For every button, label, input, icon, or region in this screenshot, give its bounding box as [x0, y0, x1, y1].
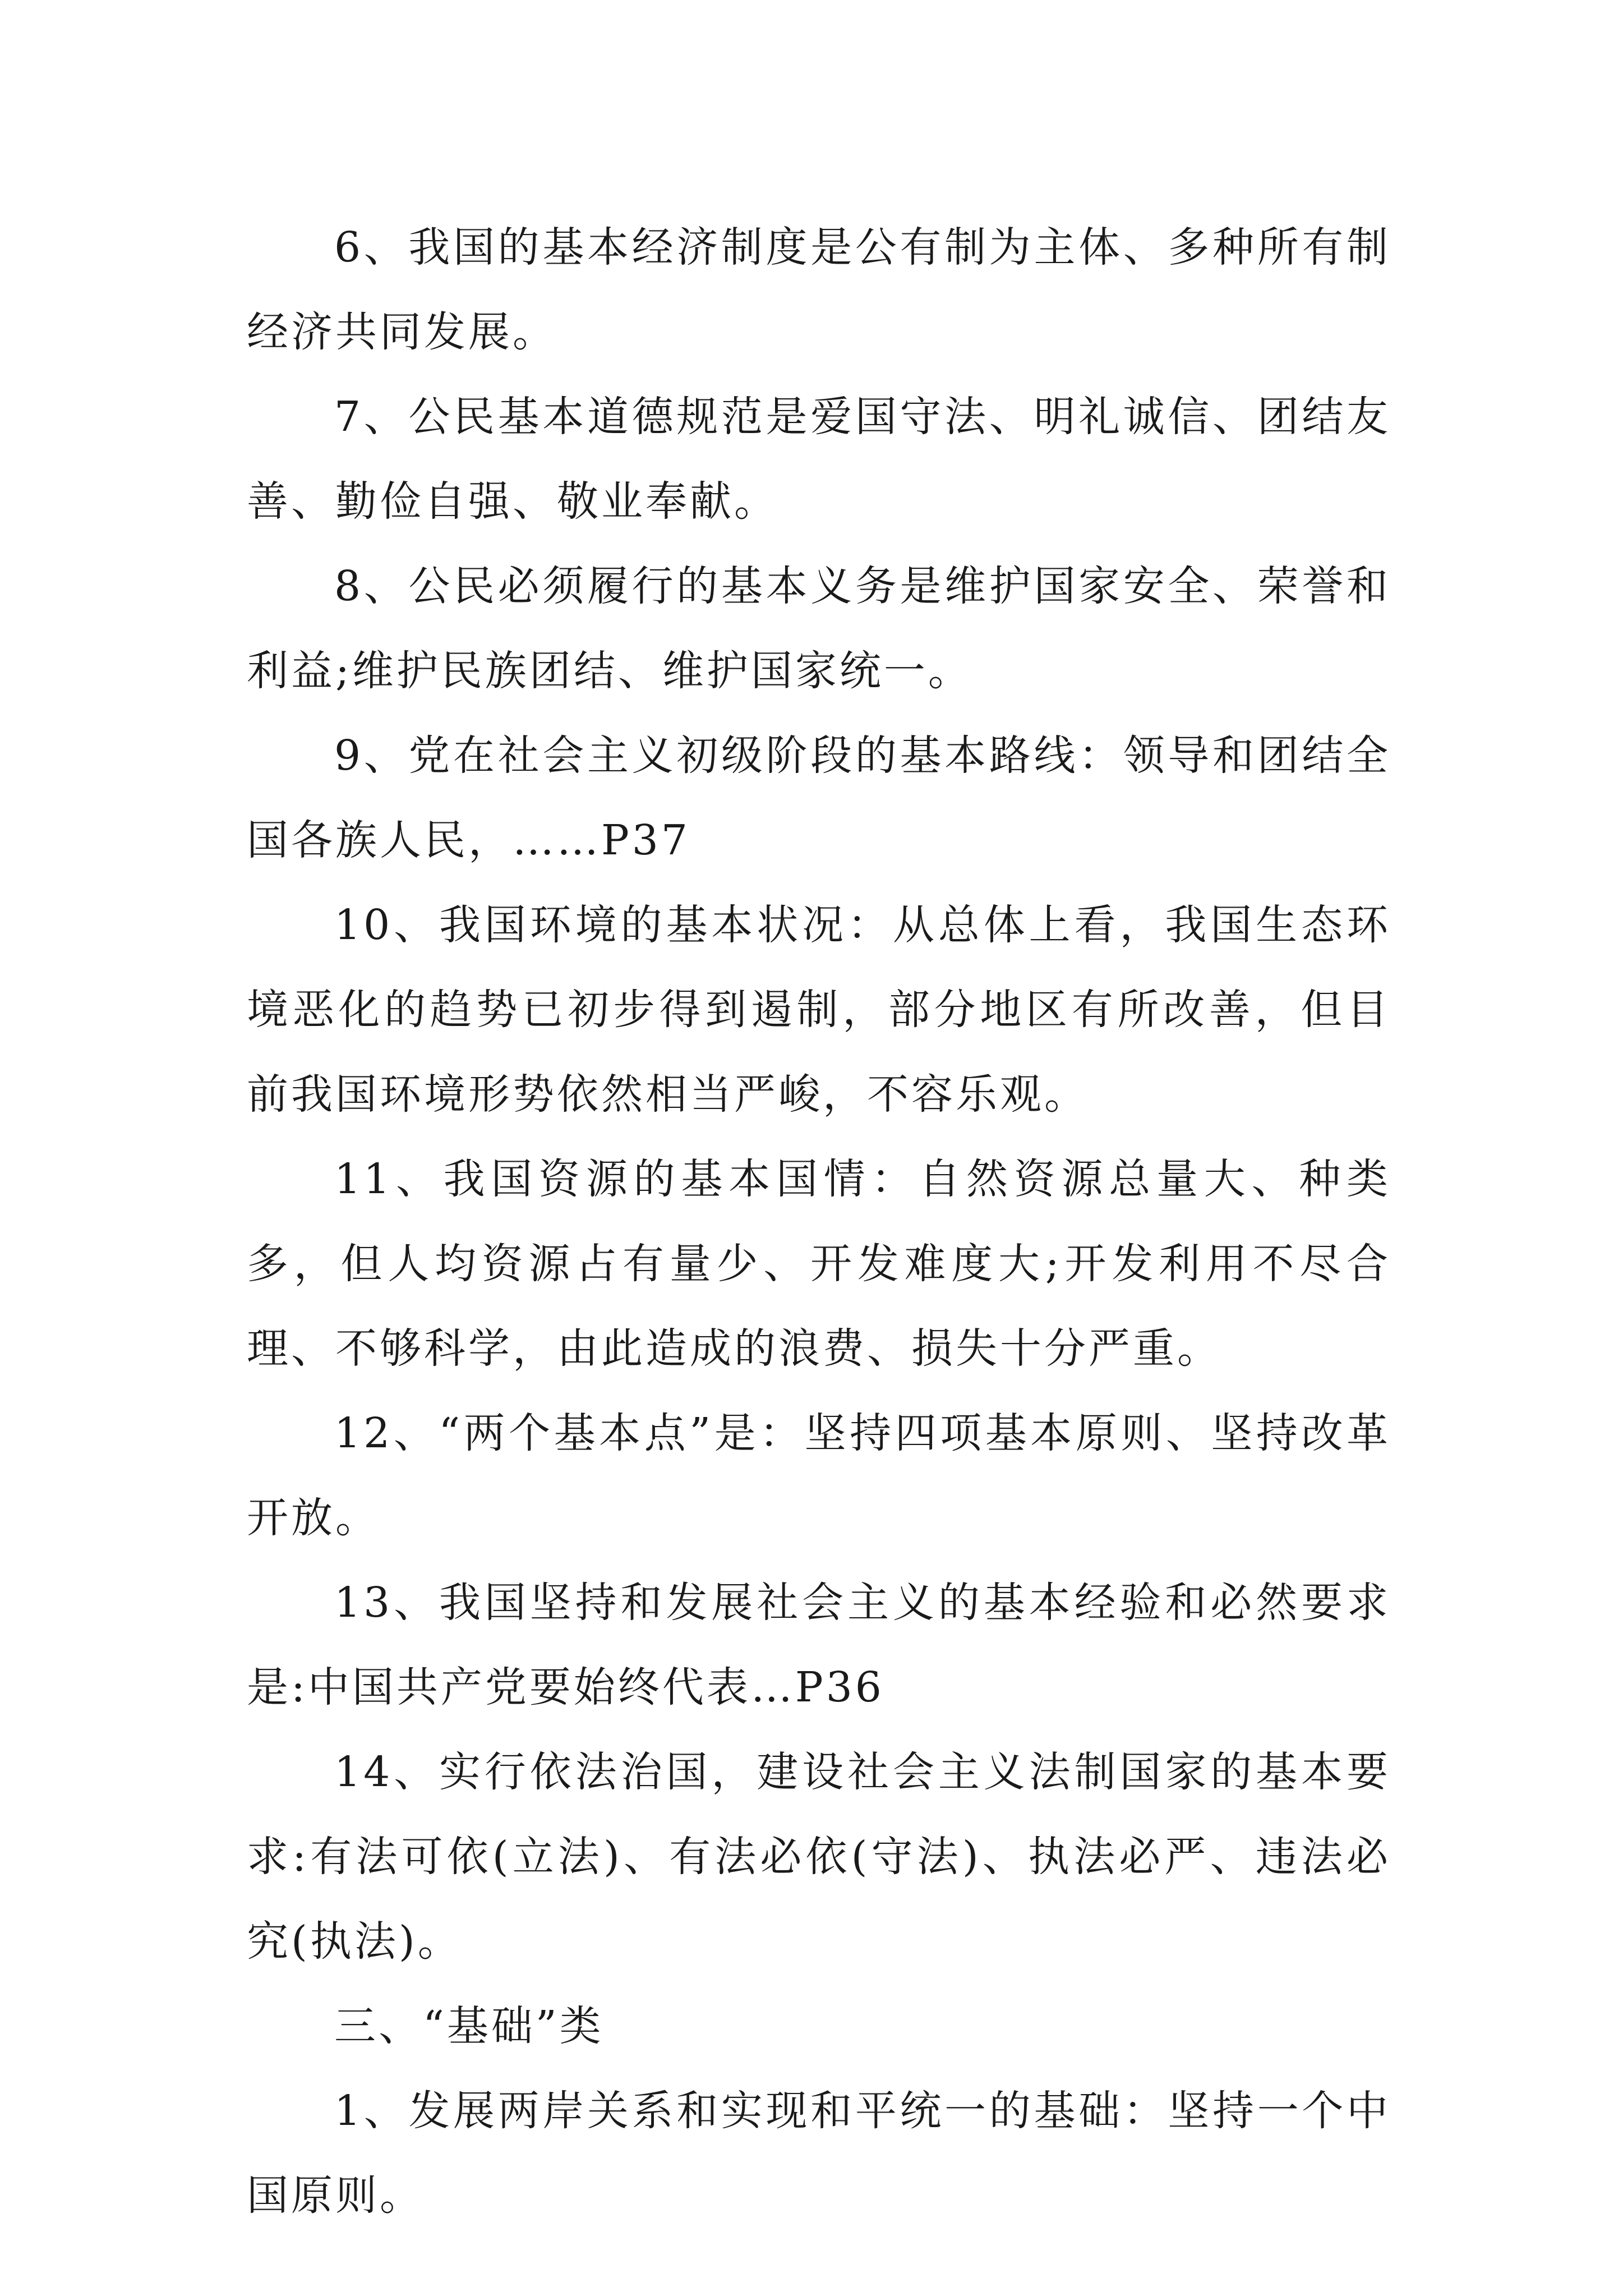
paragraph-13: 13、我国坚持和发展社会主义的基本经验和必然要求是:中国共产党要始终代表…P36 — [247, 1579, 1391, 1711]
paragraph-10: 10、我国环境的基本状况：从总体上看，我国生态环境恶化的趋势已初步得到遏制，部分地区有所改善，但目前我国环境形势依然相当严峻，不容乐观。 — [247, 901, 1391, 1119]
paragraph-6: 6、我国的基本经济制度是公有制为主体、多种所有制经济共同发展。 — [247, 223, 1391, 356]
paragraph-basis-1: 1、发展两岸关系和实现和平统一的基础：坚持一个中国原则。 — [247, 2087, 1391, 2220]
paragraph-11: 11、我国资源的基本国情：自然资源总量大、种类多，但人均资源占有量少、开发难度大;开发利用不尽合理、不够科学，由此造成的浪费、损失十分严重。 — [247, 1155, 1391, 1373]
paragraph-12: 12、“两个基本点”是：坚持四项基本原则、坚持改革开放。 — [247, 1409, 1391, 1542]
paragraph-7: 7、公民基本道德规范是爱国守法、明礼诚信、团结友善、勤俭自强、敬业奉献。 — [247, 393, 1391, 526]
paragraph-14: 14、实行依法治国，建设社会主义法制国家的基本要求:有法可依(立法)、有法必依(守法)、执法必严、违法必究(执法)。 — [247, 1748, 1391, 1966]
document-body — [247, 205, 1391, 2238]
paragraph-8: 8、公民必须履行的基本义务是维护国家安全、荣誉和利益;维护民族团结、维护国家统一。 — [247, 562, 1391, 695]
paragraph-9: 9、党在社会主义初级阶段的基本路线：领导和团结全国各族人民，……P37 — [247, 731, 1391, 864]
section-heading-basis: 三、“基础”类 — [334, 2002, 604, 2050]
